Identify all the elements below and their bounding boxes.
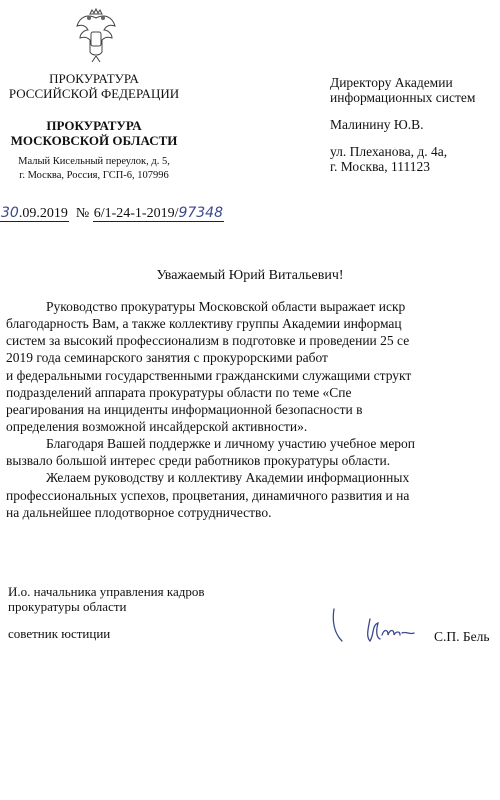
paragraph-3-line: Желаем руководству и коллективу Академии информационных <box>46 470 410 486</box>
signatory-position-line-1: И.о. начальника управления кадров <box>8 584 205 599</box>
reference-number-printed: 6/1-24-1-2019/ <box>93 206 179 221</box>
paragraph-1-line: благодарность Вам, а также коллективу группы Академии информац <box>6 316 402 332</box>
paragraph-1-line: подразделений аппарата прокуратуры области по теме «Спе <box>6 384 352 400</box>
sender-address <box>0 155 188 183</box>
signatory-position-line-2: прокуратуры области <box>8 598 127 614</box>
org-block <box>0 72 188 102</box>
recipient-line-1: Директору Академии <box>330 75 453 90</box>
reference-month-year: .09.2019 <box>18 206 68 221</box>
recipient-address-line-2: г. Москва, 111123 <box>330 158 431 174</box>
org-line-2: РОССИЙСКОЙ ФЕДЕРАЦИИ <box>8 85 180 101</box>
sender-address-line-2: г. Москва, Россия, ГСП-6, 107996 <box>19 170 169 182</box>
reference-date <box>0 206 69 222</box>
org-line-1: ПРОКУРАТУРА <box>49 71 139 86</box>
signatory-position <box>8 585 204 615</box>
handwritten-signature <box>330 605 440 655</box>
signatory-name: С.П. Бель <box>434 629 490 644</box>
sender-address-line-1: Малый Кисельный переулок, д. 5, <box>18 156 170 167</box>
reference-number-handwritten: 97348 <box>178 205 223 221</box>
reference-line <box>0 205 224 222</box>
paragraph-1-line: реагирования на инциденты информационной безопасности в <box>6 401 363 417</box>
sub-org-block <box>0 119 188 149</box>
recipient-address <box>330 145 447 175</box>
signatory-rank: советник юстиции <box>8 626 111 641</box>
reference-number-sign: № <box>75 206 90 221</box>
paragraph-1-line: определения возможной инсайдерской активности». <box>6 418 308 434</box>
paragraph-1-line: 2019 года семинарского занятия с прокурорскими работ <box>6 350 328 366</box>
paragraph-2-line: Благодаря Вашей поддержке и личному участию учебное мероп <box>46 436 416 452</box>
letter-body <box>6 298 500 521</box>
paragraph-1-line: и федеральными государственными гражданскими служащими структ <box>6 367 412 383</box>
paragraph-3-line: профессиональных успехов, процветания, динамичного развития и на <box>6 487 410 503</box>
recipient-line-2: информационных систем <box>330 89 476 105</box>
paragraph-3-line: на дальнейшее плодотворное сотрудничество. <box>6 504 272 520</box>
sub-org-line-1: ПРОКУРАТУРА <box>46 118 142 133</box>
reference-number <box>93 206 224 222</box>
coat-of-arms-icon <box>74 8 118 64</box>
recipient-title <box>330 76 475 106</box>
recipient-address-line-1: ул. Плеханова, д. 4а, <box>330 144 448 159</box>
paragraph-1-line: Руководство прокуратуры Московской области выражает искр <box>46 299 406 314</box>
paragraph-1-line: систем за высокий профессионализм в подготовке и проведении 25 се <box>6 333 410 349</box>
letter-greeting: Уважаемый Юрий Витальевич! <box>156 268 344 283</box>
recipient-name: Малинину Ю.В. <box>330 117 424 132</box>
paragraph-2-line: вызвало большой интерес среди работников прокуратуры области. <box>6 453 391 469</box>
sub-org-line-2: МОСКОВСКОЙ ОБЛАСТИ <box>10 132 178 148</box>
reference-day-handwritten: 30 <box>1 205 19 221</box>
